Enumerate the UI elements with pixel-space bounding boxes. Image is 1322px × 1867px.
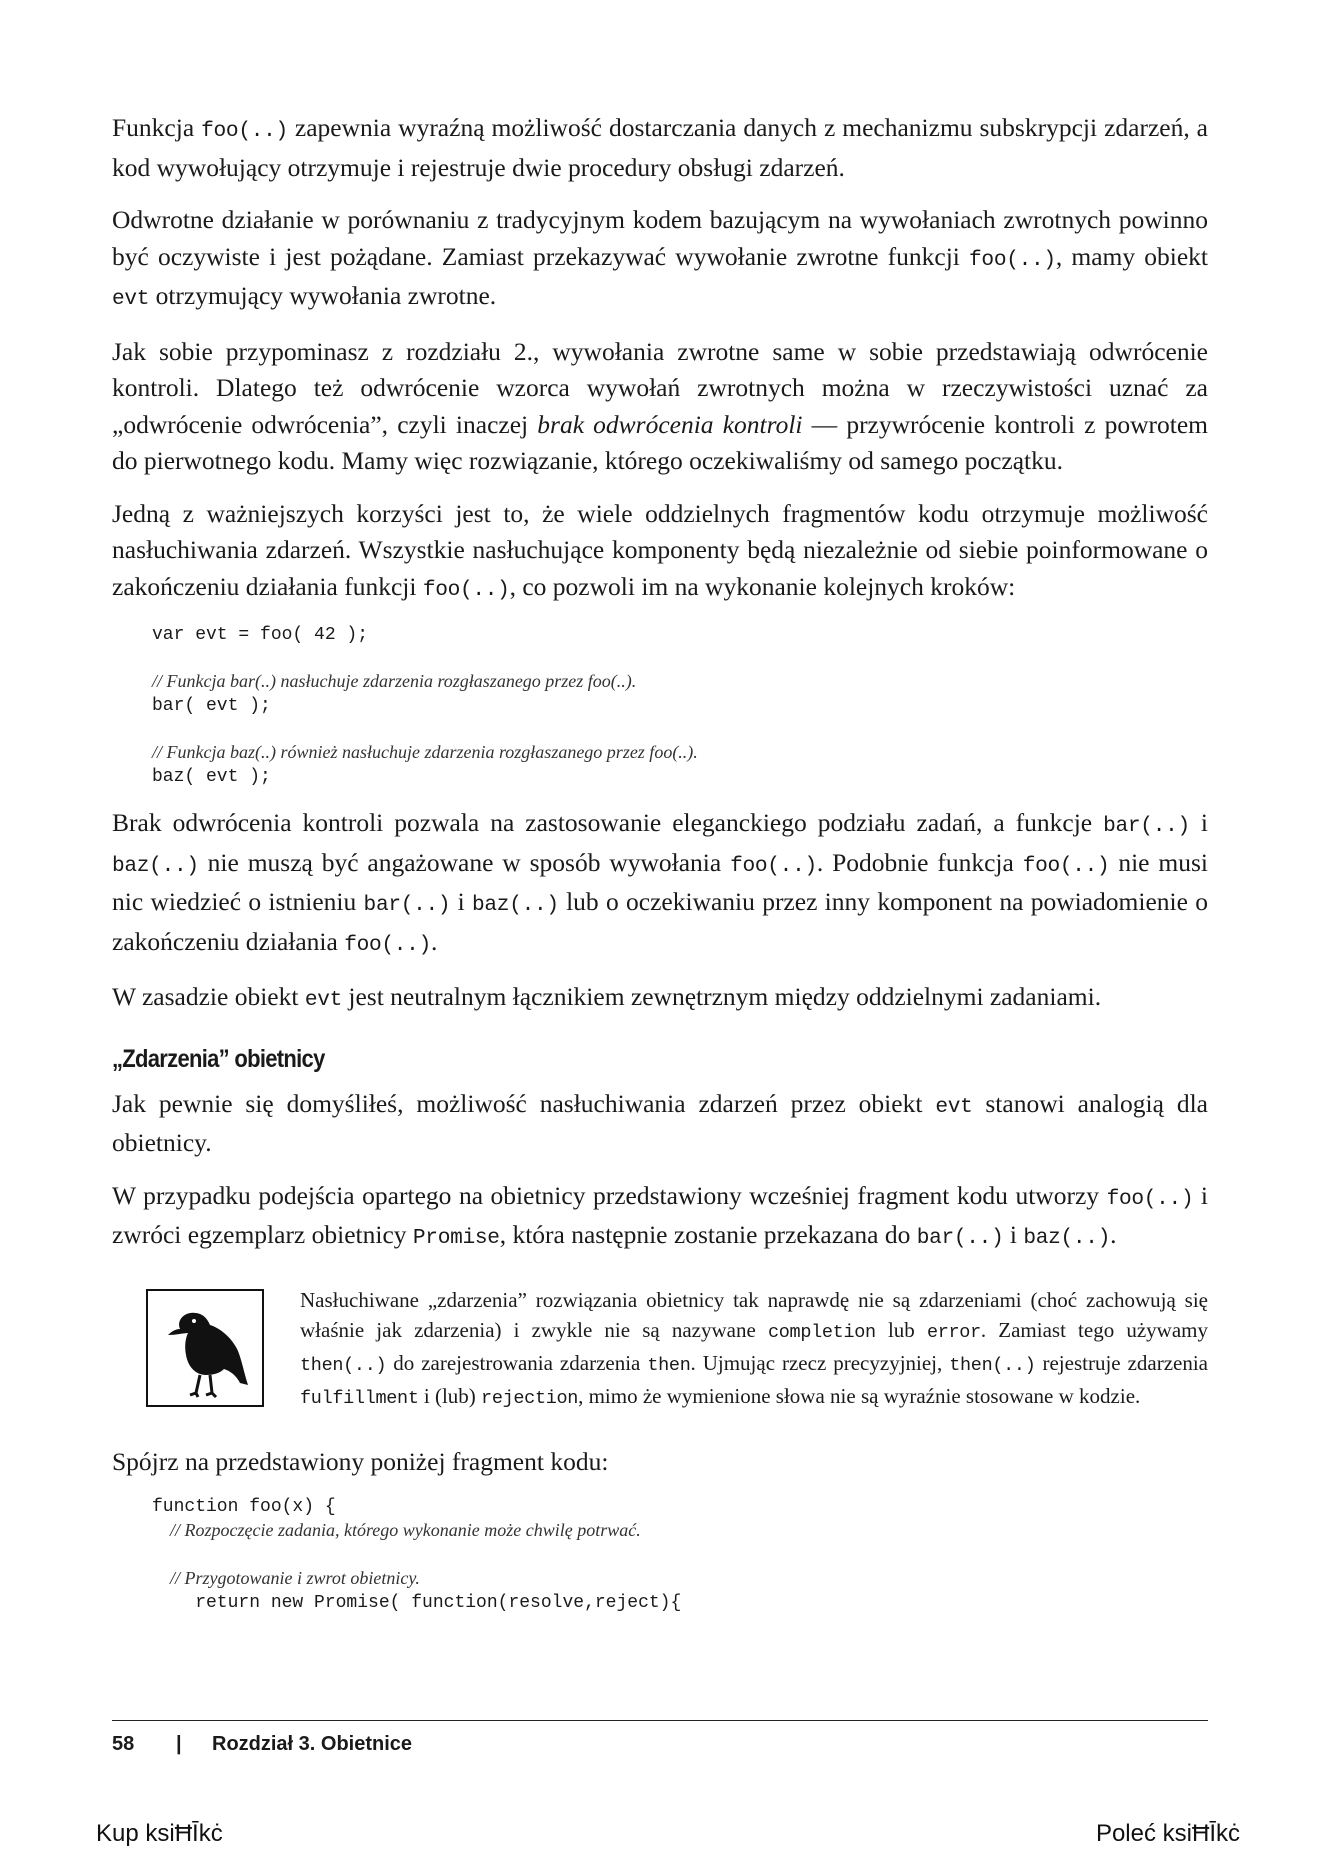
section-heading: „Zdarzenia” obietnicy	[112, 1044, 325, 1073]
page-footer	[112, 1720, 1208, 1756]
chapter-title: Rozdział 3. Obietnice	[212, 1733, 413, 1755]
code-line: return new Promise( function(resolve,reject){	[152, 1593, 682, 1613]
paragraph-4: Jedną z ważniejszych korzyści jest to, że wiele oddzielnych fragmentów kodu otrzymuje możliwość nasłuchiwania zdarzeń. Wszystkie nasłuchujące komponenty będą niezależnie od siebie poinformowane o zakończeniu działania funkcji foo(..), co pozwoli im na wykonanie kolejnych kroków:	[112, 498, 1208, 602]
note-text: Nasłuchiwane „zdarzenia” rozwiązania obietnicy tak naprawdę nie są zdarzeniami (choć zachowują się właśnie jak zdarzenia) i zwykle nie są nazywane completion lub error. Zamiast tego używamy then(..) do zarejestrowania zdarzenia then. Ujmując rzecz precyzyjniej, then(..) rejestruje zdarzenia fulfillment i (lub) rejection, mimo że wymienione słowa nie są wyraźnie stosowane w kodzie.	[300, 1287, 1208, 1409]
paragraph-3: Jak sobie przypominasz z rozdziału 2., wywołania zwrotne same w sobie przedstawiają odwrócenie kontroli. Dlatego też odwrócenie wzorca wywołań zwrotnych można w rzeczywistości uznać za „odwrócenie odwrócenia”, czyli inaczej brak odwrócenia kontroli — przywrócenie kontroli z powrotem do pierwotnego kodu. Mamy więc rozwiązanie, którego oczekiwaliśmy od samego początku.	[112, 336, 1208, 475]
code-line: bar( evt );	[152, 696, 271, 716]
code-comment: // Przygotowanie i zwrot obietnicy.	[152, 1568, 420, 1588]
paragraph-8: W przypadku podejścia opartego na obietnicy przedstawiony wcześniej fragment kodu utworzy foo(..) i zwróci egzemplarz obietnicy Promise, która następnie zostanie przekazana do bar(..) i baz(..).	[112, 1180, 1208, 1250]
code-listing-2	[152, 1496, 1208, 1615]
crow-icon	[146, 1289, 264, 1407]
page-number: 58	[112, 1733, 135, 1755]
buy-book-link[interactable]: Kup ksiĦĪkċ	[96, 1820, 223, 1847]
code-comment: // Rozpoczęcie zadania, którego wykonanie może chwilę potrwać.	[152, 1520, 641, 1540]
paragraph-9: Spójrz na przedstawiony poniżej fragment kodu:	[112, 1446, 609, 1476]
page-content	[112, 110, 1208, 1631]
code-listing-1	[152, 624, 1208, 789]
paragraph-1: Funkcja foo(..) zapewnia wyraźną możliwość dostarczania danych z mechanizmu subskrypcji zdarzeń, a kod wywołujący otrzymuje i rejestruje dwie procedury obsługi zdarzeń.	[112, 113, 1208, 182]
paragraph-2: Odwrotne działanie w porównaniu z tradycyjnym kodem bazującym na wywołaniach zwrotnych powinno być oczywiste i jest pożądane. Zamiast przekazywać wywołanie zwrotne funkcji foo(..), mamy obiekt evt otrzymujący wywołania zwrotne.	[112, 205, 1208, 311]
code-line: baz( evt );	[152, 767, 271, 787]
paragraph-5: Brak odwrócenia kontroli pozwala na zastosowanie eleganckiego podziału zadań, a funkcje bar(..) i baz(..) nie muszą być angażowane w sposób wywołania foo(..). Podobnie funkcja foo(..) nie musi nic wiedzieć o istnieniu bar(..) i baz(..) lub o oczekiwaniu przez inny komponent na powiadomienie o zakończeniu działania foo(..).	[112, 808, 1208, 957]
recommend-book-link[interactable]: Poleć ksiĦĪkċ	[1095, 1820, 1240, 1847]
code-line: function foo(x) {	[152, 1497, 336, 1517]
footer-separator: |	[176, 1733, 182, 1755]
code-line: var evt = foo( 42 );	[152, 625, 369, 645]
paragraph-6: W zasadzie obiekt evt jest neutralnym łącznikiem zewnętrznym między oddzielnymi zadaniami.	[112, 982, 1102, 1012]
code-comment: // Funkcja baz(..) również nasłuchuje zdarzenia rozgłaszanego przez foo(..).	[152, 742, 698, 762]
note-box	[112, 1285, 1208, 1414]
code-comment: // Funkcja bar(..) nasłuchuje zdarzenia rozgłaszanego przez foo(..).	[152, 671, 637, 691]
paragraph-7: Jak pewnie się domyśliłeś, możliwość nasłuchiwania zdarzeń przez obiekt evt stanowi analogią dla obietnicy.	[112, 1088, 1208, 1157]
